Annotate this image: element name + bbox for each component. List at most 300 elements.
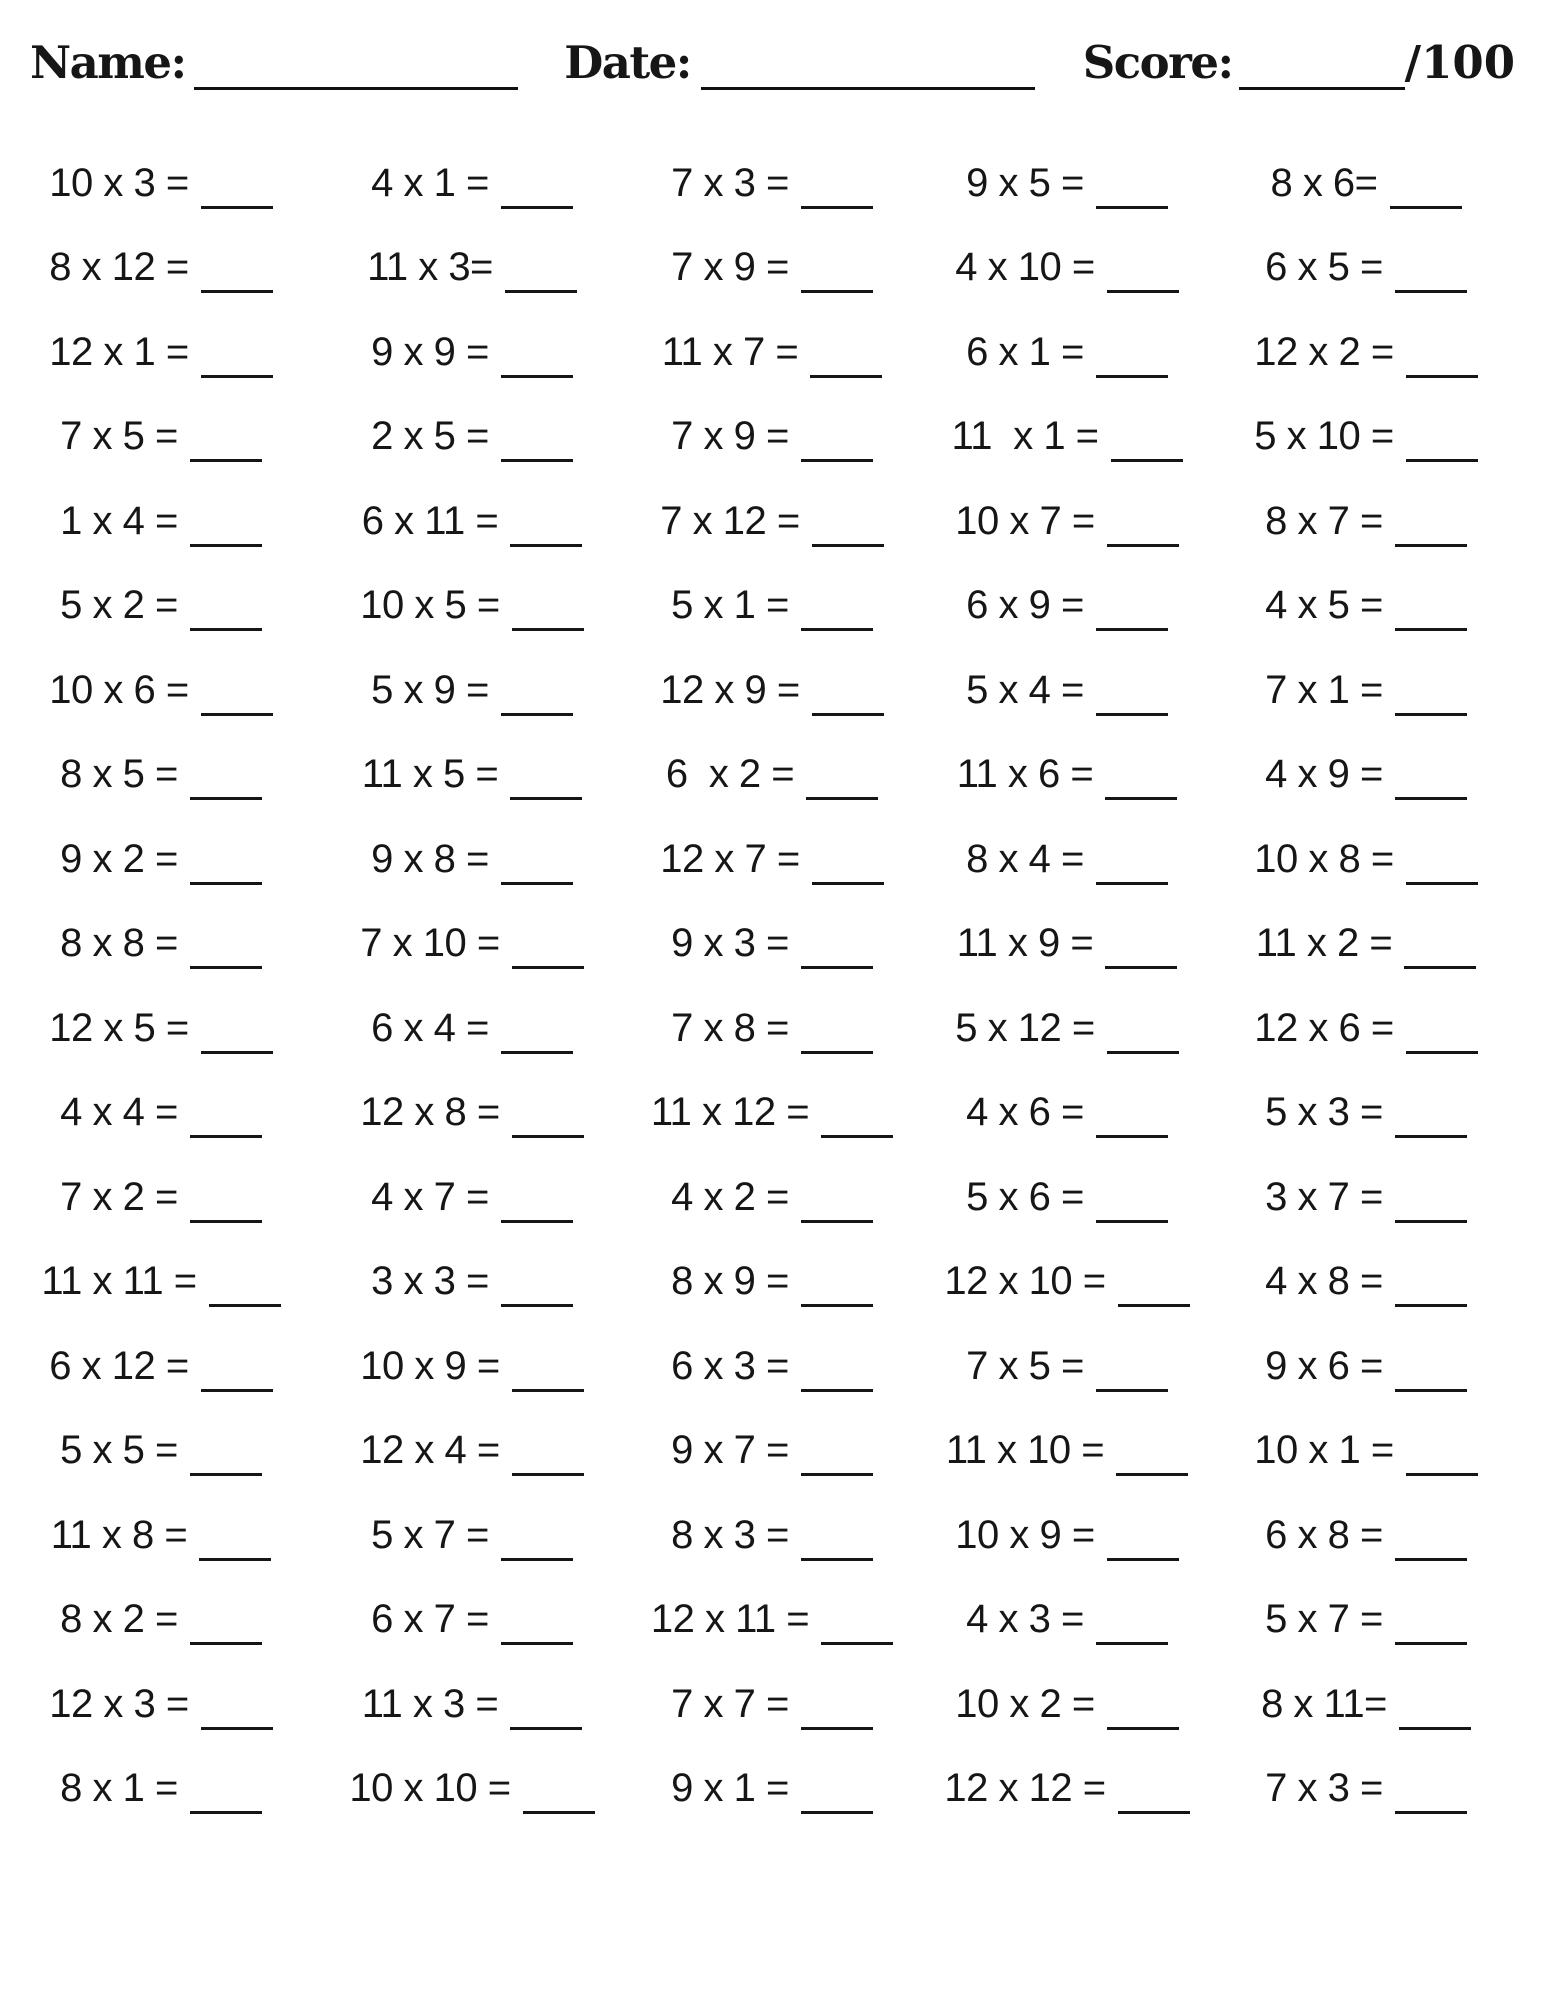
problem-text: 7 x 5 = bbox=[966, 1343, 1084, 1388]
answer-blank bbox=[1107, 1727, 1179, 1730]
problem-text: 7 x 3 = bbox=[1265, 1766, 1383, 1811]
answer-blank bbox=[190, 882, 262, 885]
problem bbox=[660, 837, 883, 882]
problem bbox=[671, 1259, 873, 1304]
problem bbox=[60, 921, 262, 966]
answer-blank bbox=[812, 544, 884, 547]
problem-text: 9 x 5 = bbox=[966, 160, 1084, 205]
problem-text: 9 x 9 = bbox=[371, 329, 489, 374]
problem-text: 5 x 5 = bbox=[60, 1428, 178, 1473]
answer-blank bbox=[1096, 1642, 1168, 1645]
answer-blank bbox=[1096, 1135, 1168, 1138]
problem-text: 9 x 8 = bbox=[371, 836, 489, 881]
problem-text: 12 x 8 = bbox=[360, 1090, 500, 1135]
answer-blank bbox=[1390, 206, 1462, 209]
problem bbox=[651, 1090, 893, 1135]
answer-blank bbox=[1395, 713, 1467, 716]
answer-blank bbox=[1096, 1389, 1168, 1392]
answer-blank bbox=[801, 1220, 873, 1223]
answer-blank bbox=[1107, 290, 1179, 293]
answer-blank bbox=[806, 797, 878, 800]
problem-text: 4 x 2 = bbox=[671, 1174, 789, 1219]
problem bbox=[660, 668, 883, 713]
problem-text: 12 x 4 = bbox=[360, 1428, 500, 1473]
problem-text: 10 x 1 = bbox=[1254, 1428, 1394, 1473]
problem-text: 11 x 3= bbox=[367, 245, 493, 290]
date-field-line bbox=[701, 87, 1035, 90]
problem bbox=[671, 921, 873, 966]
answer-blank bbox=[1395, 797, 1467, 800]
problem-text: 6 x 2 = bbox=[665, 752, 795, 797]
answer-blank bbox=[1406, 459, 1478, 462]
problem bbox=[966, 1090, 1168, 1135]
problem-text: 6 x 3 = bbox=[671, 1343, 789, 1388]
problem-text: 10 x 9 = bbox=[955, 1512, 1095, 1557]
answer-blank bbox=[501, 459, 573, 462]
answer-blank bbox=[801, 1389, 873, 1392]
problem bbox=[957, 752, 1177, 797]
answer-blank bbox=[201, 713, 273, 716]
problem bbox=[49, 668, 272, 713]
problem bbox=[367, 245, 577, 290]
problem bbox=[1254, 837, 1477, 882]
answer-blank bbox=[512, 628, 584, 631]
answer-blank bbox=[801, 1727, 873, 1730]
problem bbox=[671, 1428, 873, 1473]
problem bbox=[966, 1175, 1168, 1220]
answer-blank bbox=[190, 544, 262, 547]
problem bbox=[671, 1344, 873, 1389]
answer-blank bbox=[510, 1727, 582, 1730]
answer-blank bbox=[201, 1389, 273, 1392]
problem bbox=[671, 1682, 873, 1727]
problem-text: 10 x 2 = bbox=[955, 1681, 1095, 1726]
problem bbox=[60, 1597, 262, 1642]
answer-blank bbox=[1096, 206, 1168, 209]
problem bbox=[49, 330, 272, 375]
problem-text: 9 x 2 = bbox=[60, 836, 178, 881]
problem bbox=[1265, 1259, 1467, 1304]
problem bbox=[1265, 245, 1467, 290]
problem-text: 9 x 7 = bbox=[671, 1428, 789, 1473]
problem bbox=[360, 921, 583, 966]
problem bbox=[1256, 921, 1476, 966]
answer-blank bbox=[1395, 544, 1467, 547]
answer-blank bbox=[501, 1558, 573, 1561]
answer-blank bbox=[510, 797, 582, 800]
problem bbox=[671, 161, 873, 206]
problem bbox=[41, 1259, 280, 1304]
problem bbox=[60, 837, 262, 882]
problem-text: 5 x 4 = bbox=[966, 667, 1084, 712]
problem-text: 7 x 1 = bbox=[1265, 667, 1383, 712]
problem-text: 12 x 2 = bbox=[1254, 329, 1394, 374]
problem bbox=[371, 668, 573, 713]
problem-text: 8 x 7 = bbox=[1265, 498, 1383, 543]
problem bbox=[60, 1175, 262, 1220]
problem-text: 8 x 4 = bbox=[966, 836, 1084, 881]
answer-blank bbox=[1107, 544, 1179, 547]
answer-blank bbox=[512, 1135, 584, 1138]
problem-text: 11 x 12 = bbox=[650, 1090, 810, 1135]
answer-blank bbox=[810, 375, 882, 378]
problem bbox=[1254, 414, 1477, 459]
problem bbox=[362, 499, 582, 544]
answer-blank bbox=[1406, 1473, 1478, 1476]
problem-text: 8 x 12 = bbox=[49, 245, 189, 290]
problem-text: 12 x 7 = bbox=[660, 836, 800, 881]
answer-blank bbox=[1107, 1558, 1179, 1561]
problem bbox=[966, 583, 1168, 628]
answer-blank bbox=[201, 375, 273, 378]
answer-blank bbox=[812, 713, 884, 716]
answer-blank bbox=[801, 1473, 873, 1476]
answer-blank bbox=[1096, 628, 1168, 631]
problem-text: 8 x 5 = bbox=[60, 752, 178, 797]
problem-text: 6 x 5 = bbox=[1265, 245, 1383, 290]
problem-text: 10 x 6 = bbox=[49, 667, 189, 712]
problem bbox=[60, 499, 262, 544]
answer-blank bbox=[1107, 1051, 1179, 1054]
problem-text: 10 x 10 = bbox=[349, 1766, 511, 1811]
problem-text: 11 x 11 = bbox=[41, 1259, 197, 1304]
problem-text: 7 x 2 = bbox=[60, 1174, 178, 1219]
problem bbox=[671, 245, 873, 290]
problem-text: 9 x 6 = bbox=[1265, 1343, 1383, 1388]
problem-text: 6 x 4 = bbox=[371, 1005, 489, 1050]
problem-text: 7 x 9 = bbox=[671, 245, 789, 290]
answer-blank bbox=[801, 459, 873, 462]
answer-blank bbox=[801, 206, 873, 209]
problem-text: 12 x 10 = bbox=[944, 1259, 1106, 1304]
answer-blank bbox=[201, 290, 273, 293]
problem bbox=[671, 414, 873, 459]
problem bbox=[49, 1006, 272, 1051]
problem bbox=[955, 1513, 1178, 1558]
problem bbox=[371, 1175, 573, 1220]
problem bbox=[1265, 668, 1467, 713]
problem bbox=[671, 583, 873, 628]
answer-blank bbox=[510, 544, 582, 547]
answer-blank bbox=[1395, 1389, 1467, 1392]
problem bbox=[955, 245, 1178, 290]
answer-blank bbox=[1395, 290, 1467, 293]
problem bbox=[360, 583, 583, 628]
problem-text: 4 x 7 = bbox=[371, 1174, 489, 1219]
problem-text: 5 x 3 = bbox=[1265, 1090, 1383, 1135]
problem-text: 8 x 8 = bbox=[60, 921, 178, 966]
problem-text: 6 x 12 = bbox=[49, 1343, 189, 1388]
problem bbox=[49, 1682, 272, 1727]
answer-blank bbox=[801, 628, 873, 631]
name-label: Name: bbox=[30, 36, 186, 89]
problem bbox=[60, 583, 262, 628]
problem bbox=[666, 752, 878, 797]
problem bbox=[60, 752, 262, 797]
problem-text: 6 x 9 = bbox=[966, 583, 1084, 628]
problem-text: 8 x 11= bbox=[1261, 1681, 1387, 1726]
problem bbox=[955, 499, 1178, 544]
answer-blank bbox=[1404, 966, 1476, 969]
answer-blank bbox=[190, 628, 262, 631]
problem bbox=[1254, 330, 1477, 375]
answer-blank bbox=[1096, 1220, 1168, 1223]
answer-blank bbox=[501, 882, 573, 885]
problem-text: 11 x 1 = bbox=[951, 414, 1099, 459]
answer-blank bbox=[1118, 1811, 1190, 1814]
answer-blank bbox=[1395, 1811, 1467, 1814]
problem bbox=[1265, 1597, 1467, 1642]
problem bbox=[60, 1766, 262, 1811]
problem-text: 8 x 1 = bbox=[60, 1766, 178, 1811]
answer-blank bbox=[512, 1473, 584, 1476]
answer-blank bbox=[1395, 1135, 1467, 1138]
problem bbox=[371, 1513, 573, 1558]
answer-blank bbox=[801, 1304, 873, 1307]
answer-blank bbox=[1395, 1220, 1467, 1223]
score-total: /100 bbox=[1404, 36, 1516, 89]
problem bbox=[49, 1344, 272, 1389]
problem bbox=[362, 752, 582, 797]
problem bbox=[371, 161, 573, 206]
problem-text: 7 x 8 = bbox=[671, 1005, 789, 1050]
problem-text: 7 x 10 = bbox=[360, 921, 500, 966]
problem bbox=[371, 330, 573, 375]
problem bbox=[360, 1344, 583, 1389]
problem bbox=[360, 1428, 583, 1473]
problem bbox=[966, 837, 1168, 882]
answer-blank bbox=[501, 375, 573, 378]
problem-text: 11 x 8 = bbox=[50, 1512, 188, 1557]
problem bbox=[1265, 1766, 1467, 1811]
answer-blank bbox=[1111, 459, 1183, 462]
problem-text: 7 x 9 = bbox=[671, 414, 789, 459]
problem-text: 11 x 10 = bbox=[945, 1428, 1105, 1473]
problem-text: 5 x 6 = bbox=[966, 1174, 1084, 1219]
answer-blank bbox=[190, 1811, 262, 1814]
problem bbox=[51, 1513, 271, 1558]
answer-blank bbox=[801, 966, 873, 969]
problem-text: 8 x 3 = bbox=[671, 1512, 789, 1557]
answer-blank bbox=[821, 1135, 893, 1138]
problem-text: 12 x 3 = bbox=[49, 1681, 189, 1726]
problem bbox=[1265, 1175, 1467, 1220]
problem bbox=[1265, 1513, 1467, 1558]
worksheet-header bbox=[0, 0, 1545, 89]
answer-blank bbox=[801, 1811, 873, 1814]
problem bbox=[1261, 1682, 1471, 1727]
answer-blank bbox=[801, 290, 873, 293]
problem bbox=[957, 921, 1177, 966]
problem-text: 3 x 7 = bbox=[1265, 1174, 1383, 1219]
answer-blank bbox=[1406, 375, 1478, 378]
problem bbox=[1265, 499, 1467, 544]
answer-blank bbox=[209, 1304, 281, 1307]
problem-text: 4 x 8 = bbox=[1265, 1259, 1383, 1304]
problem-text: 12 x 11 = bbox=[650, 1597, 810, 1642]
problem-text: 12 x 9 = bbox=[660, 667, 800, 712]
answer-blank bbox=[190, 797, 262, 800]
problem-text: 6 x 1 = bbox=[966, 329, 1084, 374]
answer-blank bbox=[501, 713, 573, 716]
answer-blank bbox=[505, 290, 577, 293]
problem bbox=[49, 161, 272, 206]
problem-text: 5 x 1 = bbox=[671, 583, 789, 628]
problem-text: 4 x 3 = bbox=[966, 1597, 1084, 1642]
problem-text: 4 x 4 = bbox=[60, 1090, 178, 1135]
problem bbox=[1265, 583, 1467, 628]
answer-blank bbox=[190, 1642, 262, 1645]
answer-blank bbox=[201, 1727, 273, 1730]
problem bbox=[660, 499, 883, 544]
problem bbox=[1254, 1006, 1477, 1051]
problem bbox=[966, 1344, 1168, 1389]
problem-text: 10 x 7 = bbox=[955, 498, 1095, 543]
problem-text: 10 x 3 = bbox=[49, 160, 189, 205]
problem-text: 12 x 12 = bbox=[944, 1766, 1106, 1811]
problem-text: 7 x 3 = bbox=[671, 160, 789, 205]
problem bbox=[944, 1766, 1189, 1811]
problem bbox=[966, 161, 1168, 206]
problem-text: 12 x 1 = bbox=[49, 329, 189, 374]
problem-text: 5 x 9 = bbox=[371, 667, 489, 712]
answer-blank bbox=[1395, 1304, 1467, 1307]
answer-blank bbox=[201, 1051, 273, 1054]
answer-blank bbox=[190, 1473, 262, 1476]
problem bbox=[966, 330, 1168, 375]
problem bbox=[362, 1682, 582, 1727]
problem bbox=[1265, 1090, 1467, 1135]
problem-text: 11 x 2 = bbox=[1255, 921, 1393, 966]
problem-text: 11 x 7 = bbox=[661, 329, 799, 374]
problem-text: 9 x 1 = bbox=[671, 1766, 789, 1811]
problem-text: 4 x 9 = bbox=[1265, 752, 1383, 797]
problem bbox=[349, 1766, 594, 1811]
answer-blank bbox=[1118, 1304, 1190, 1307]
answer-blank bbox=[190, 1220, 262, 1223]
problem bbox=[60, 1428, 262, 1473]
problem bbox=[966, 668, 1168, 713]
answer-blank bbox=[501, 206, 573, 209]
problem bbox=[944, 1259, 1189, 1304]
problem-text: 7 x 7 = bbox=[671, 1681, 789, 1726]
problem-text: 8 x 9 = bbox=[671, 1259, 789, 1304]
problem-text: 11 x 5 = bbox=[361, 752, 499, 797]
problem-text: 5 x 12 = bbox=[955, 1005, 1095, 1050]
problem-text: 10 x 5 = bbox=[360, 583, 500, 628]
problem bbox=[671, 1513, 873, 1558]
answer-blank bbox=[1406, 882, 1478, 885]
problem-text: 5 x 7 = bbox=[371, 1512, 489, 1557]
answer-blank bbox=[1395, 1642, 1467, 1645]
answer-blank bbox=[199, 1558, 271, 1561]
answer-blank bbox=[1395, 1558, 1467, 1561]
problem bbox=[60, 414, 262, 459]
problem bbox=[955, 1682, 1178, 1727]
problem bbox=[671, 1006, 873, 1051]
problem-text: 10 x 9 = bbox=[360, 1343, 500, 1388]
problem-text: 1 x 4 = bbox=[60, 498, 178, 543]
problem-text: 10 x 8 = bbox=[1254, 836, 1394, 881]
problem-text: 8 x 6= bbox=[1270, 160, 1378, 205]
problem-text: 6 x 7 = bbox=[371, 1597, 489, 1642]
problem bbox=[60, 1090, 262, 1135]
answer-blank bbox=[501, 1051, 573, 1054]
answer-blank bbox=[1406, 1051, 1478, 1054]
problem bbox=[371, 837, 573, 882]
answer-blank bbox=[801, 1558, 873, 1561]
answer-blank bbox=[1096, 713, 1168, 716]
problem bbox=[671, 1175, 873, 1220]
problem bbox=[360, 1090, 583, 1135]
problem bbox=[49, 245, 272, 290]
problem bbox=[1265, 752, 1467, 797]
answer-blank bbox=[1096, 375, 1168, 378]
answer-blank bbox=[801, 1051, 873, 1054]
answer-blank bbox=[1105, 797, 1177, 800]
problem bbox=[1254, 1428, 1477, 1473]
score-field-line bbox=[1239, 87, 1405, 90]
problem-text: 7 x 5 = bbox=[60, 414, 178, 459]
answer-blank bbox=[201, 206, 273, 209]
problem-text: 4 x 6 = bbox=[966, 1090, 1084, 1135]
date-label: Date: bbox=[564, 36, 691, 89]
answer-blank bbox=[523, 1811, 595, 1814]
answer-blank bbox=[1395, 628, 1467, 631]
answer-blank bbox=[190, 966, 262, 969]
problem-text: 6 x 8 = bbox=[1265, 1512, 1383, 1557]
problem-text: 11 x 9 = bbox=[956, 921, 1094, 966]
problem bbox=[651, 1597, 893, 1642]
problem bbox=[371, 1259, 573, 1304]
answer-blank bbox=[1096, 882, 1168, 885]
problem-text: 5 x 2 = bbox=[60, 583, 178, 628]
problem bbox=[371, 1597, 573, 1642]
problem bbox=[955, 1006, 1178, 1051]
answer-blank bbox=[1116, 1473, 1188, 1476]
problem bbox=[951, 414, 1182, 459]
answer-blank bbox=[512, 966, 584, 969]
problem-text: 7 x 12 = bbox=[660, 498, 800, 543]
problem bbox=[371, 1006, 573, 1051]
problem-text: 11 x 6 = bbox=[956, 752, 1094, 797]
problem bbox=[1265, 1344, 1467, 1389]
answer-blank bbox=[501, 1642, 573, 1645]
problem bbox=[371, 414, 573, 459]
problem bbox=[946, 1428, 1188, 1473]
answer-blank bbox=[501, 1220, 573, 1223]
answer-blank bbox=[1105, 966, 1177, 969]
problem bbox=[662, 330, 882, 375]
problem-text: 4 x 10 = bbox=[955, 245, 1095, 290]
name-field-line bbox=[194, 87, 519, 90]
problem-text: 4 x 1 = bbox=[371, 160, 489, 205]
problem-text: 12 x 5 = bbox=[49, 1005, 189, 1050]
problem-text: 12 x 6 = bbox=[1254, 1005, 1394, 1050]
problem-text: 8 x 2 = bbox=[60, 1597, 178, 1642]
problem-text: 5 x 10 = bbox=[1254, 414, 1394, 459]
answer-blank bbox=[501, 1304, 573, 1307]
problem bbox=[1270, 161, 1461, 206]
answer-blank bbox=[190, 1135, 262, 1138]
problem-text: 2 x 5 = bbox=[371, 414, 489, 459]
answer-blank bbox=[1399, 1727, 1471, 1730]
score-label: Score: bbox=[1082, 36, 1233, 89]
problem-text: 6 x 11 = bbox=[361, 498, 499, 543]
problem-text: 4 x 5 = bbox=[1265, 583, 1383, 628]
problem-text: 3 x 3 = bbox=[371, 1259, 489, 1304]
problem-text: 9 x 3 = bbox=[671, 921, 789, 966]
